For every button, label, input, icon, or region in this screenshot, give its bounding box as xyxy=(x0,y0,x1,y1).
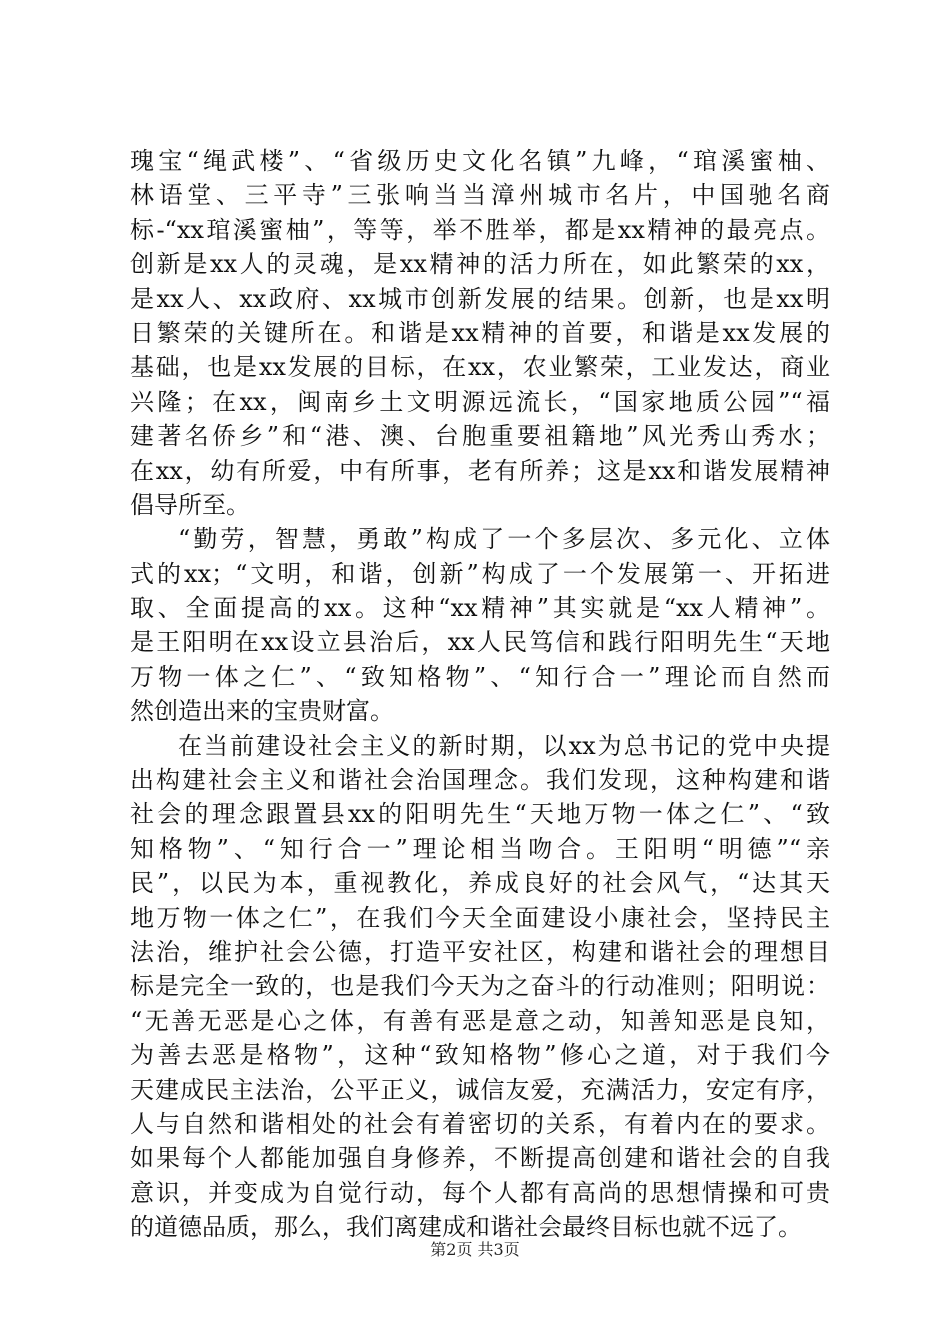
text-line: 为善去恶是格物”，这种“致知格物”修心之道，对于我们今 xyxy=(130,1041,830,1070)
text-line: 地万物一体之仁”，在我们今天全面建设小康社会，坚持民主 xyxy=(130,903,830,932)
text-line: 知格物”、“知行合一”理论相当吻合。王阳明“明德”“亲 xyxy=(130,834,830,863)
text-line: 在xx，幼有所爱，中有所事，老有所养；这是xx和谐发展精神 xyxy=(130,456,830,485)
text-line: 创新是xx人的灵魂，是xx精神的活力所在，如此繁荣的xx， xyxy=(130,250,830,279)
page-footer: 第2页 共3页 xyxy=(430,1240,520,1259)
body-text xyxy=(130,144,830,1245)
text-line: 兴隆；在xx，闽南乡土文明源远流长，“国家地质公园”“福 xyxy=(130,387,830,416)
text-line: 然创造出来的宝贵财富。 xyxy=(130,697,394,726)
text-line: 是王阳明在xx设立县治后，xx人民笃信和践行阳明先生“天地 xyxy=(130,628,830,657)
text-line: 人与自然和谐相处的社会有着密切的关系，有着内在的要求。 xyxy=(130,1109,830,1138)
text-line: 标是完全一致的，也是我们今天为之奋斗的行动准则；阳明说： xyxy=(130,972,830,1001)
text-line: 日繁荣的关键所在。和谐是xx精神的首要，和谐是xx发展的 xyxy=(130,318,830,347)
text-line: 法治，维护社会公德，打造平安社区，构建和谐社会的理想目 xyxy=(130,937,830,966)
text-line: 式的xx；“文明，和谐，创新”构成了一个发展第一、开拓进 xyxy=(130,559,830,588)
text-line: 瑰宝“绳武楼”、“省级历史文化名镇”九峰，“琯溪蜜柚、 xyxy=(130,147,830,175)
text-line: 意识，并变成为自觉行动，每个人都有高尚的思想情操和可贵 xyxy=(130,1178,830,1207)
text-line: “无善无恶是心之体，有善有恶是意之动，知善知恶是良知， xyxy=(130,1006,830,1035)
text-line: 民”，以民为本，重视教化，养成良好的社会风气，“达其天 xyxy=(130,869,830,898)
text-line: 建著名侨乡”和“港、澳、台胞重要祖籍地”风光秀山秀水； xyxy=(130,422,830,451)
text-line: 倡导所至。 xyxy=(130,490,250,519)
text-line: 出构建社会主义和谐社会治国理念。我们发现，这种构建和谐 xyxy=(130,766,830,795)
text-line: 取、全面提高的xx。这种“xx精神”其实就是“xx人精神”。 xyxy=(130,594,830,623)
text-line: 万物一体之仁”、“致知格物”、“知行合一”理论而自然而 xyxy=(130,662,830,691)
text-line: 社会的理念跟置县xx的阳明先生“天地万物一体之仁”、“致 xyxy=(130,800,830,829)
text-line: 在当前建设社会主义的新时期，以xx为总书记的党中央提 xyxy=(178,731,830,760)
text-line: 天建成民主法治，公平正义，诚信友爱，充满活力，安定有序， xyxy=(130,1075,830,1104)
text-line: “勤劳，智慧，勇敢”构成了一个多层次、多元化、立体 xyxy=(178,525,830,554)
text-line: 林语堂、三平寺”三张响当当漳州城市名片，中国驰名商 xyxy=(130,181,830,210)
text-line: 是xx人、xx政府、xx城市创新发展的结果。创新，也是xx明 xyxy=(130,284,830,313)
text-line: 基础，也是xx发展的目标，在xx，农业繁荣，工业发达，商业 xyxy=(130,353,830,382)
text-line: 标-“xx琯溪蜜柚”，等等，举不胜举，都是xx精神的最亮点。 xyxy=(130,215,830,244)
text-line: 如果每个人都能加强自身修养，不断提高创建和谐社会的自我 xyxy=(130,1144,830,1173)
text-line: 的道德品质，那么，我们离建成和谐社会最终目标也就不远了。 xyxy=(130,1213,802,1242)
